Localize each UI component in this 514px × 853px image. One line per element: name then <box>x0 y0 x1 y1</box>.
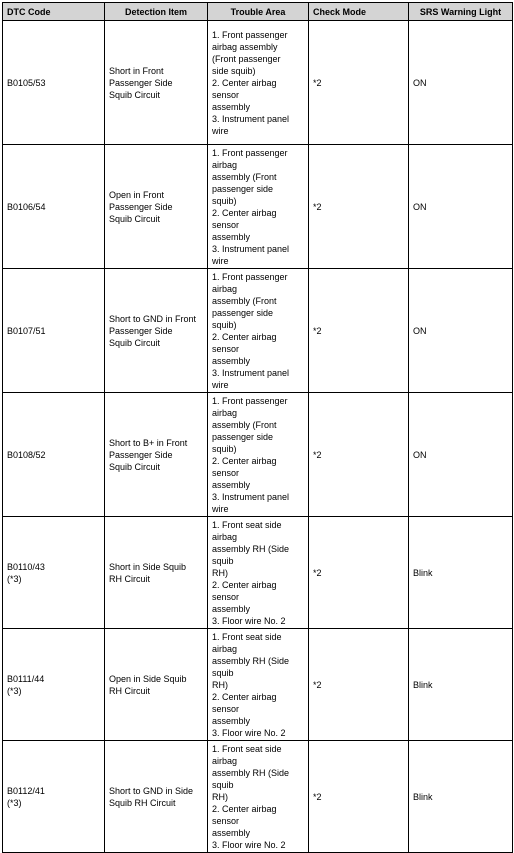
dtc-code-cell: B0108/52 <box>3 393 105 517</box>
dtc-table <box>2 2 513 853</box>
header-dtc-code: DTC Code <box>3 3 105 21</box>
header-check-mode: Check Mode <box>309 3 409 21</box>
detection-item-cell: Short to B+ in Front Passenger Side Squib Circuit <box>105 393 208 517</box>
trouble-area-cell: 1. Front passenger airbag assembly (Front passenger side squib) 2. Center airbag sensor assembly 3. Instrument panel wire <box>208 21 309 145</box>
check-mode-cell: *2 <box>309 517 409 629</box>
dtc-code-cell: B0106/54 <box>3 145 105 269</box>
srs-warning-light-cell: ON <box>409 269 513 393</box>
trouble-area-cell: 1. Front seat side airbag assembly RH (Side squib RH) 2. Center airbag sensor assembly 3. Floor wire No. 2 <box>208 517 309 629</box>
detection-item-cell: Short to GND in Side Squib RH Circuit <box>105 741 208 853</box>
dtc-code-cell: B0111/44 (*3) <box>3 629 105 741</box>
srs-warning-light-cell: Blink <box>409 629 513 741</box>
check-mode-cell: *2 <box>309 741 409 853</box>
table-body <box>3 21 513 853</box>
check-mode-cell: *2 <box>309 629 409 741</box>
table-row <box>3 21 513 145</box>
check-mode-cell: *2 <box>309 21 409 145</box>
detection-item-cell: Open in Side Squib RH Circuit <box>105 629 208 741</box>
srs-warning-light-cell: Blink <box>409 741 513 853</box>
detection-item-cell: Short in Side Squib RH Circuit <box>105 517 208 629</box>
check-mode-cell: *2 <box>309 393 409 517</box>
dtc-code-cell: B0112/41 (*3) <box>3 741 105 853</box>
trouble-area-cell: 1. Front passenger airbag assembly (Front passenger side squib) 2. Center airbag sensor assembly 3. Instrument panel wire <box>208 393 309 517</box>
header-detection-item: Detection Item <box>105 3 208 21</box>
detection-item-cell: Short to GND in Front Passenger Side Squib Circuit <box>105 269 208 393</box>
table-row <box>3 145 513 269</box>
table-row <box>3 629 513 741</box>
table-row <box>3 393 513 517</box>
header-row <box>3 3 513 21</box>
table-row <box>3 269 513 393</box>
dtc-code-cell: B0105/53 <box>3 21 105 145</box>
header-trouble-area: Trouble Area <box>208 3 309 21</box>
trouble-area-cell: 1. Front passenger airbag assembly (Front passenger side squib) 2. Center airbag sensor assembly 3. Instrument panel wire <box>208 145 309 269</box>
dtc-code-cell: B0107/51 <box>3 269 105 393</box>
srs-warning-light-cell: ON <box>409 21 513 145</box>
srs-warning-light-cell: ON <box>409 393 513 517</box>
trouble-area-cell: 1. Front seat side airbag assembly RH (Side squib RH) 2. Center airbag sensor assembly 3. Floor wire No. 2 <box>208 629 309 741</box>
check-mode-cell: *2 <box>309 145 409 269</box>
detection-item-cell: Open in Front Passenger Side Squib Circuit <box>105 145 208 269</box>
header-srs-warning-light: SRS Warning Light <box>409 3 513 21</box>
table-row <box>3 741 513 853</box>
check-mode-cell: *2 <box>309 269 409 393</box>
trouble-area-cell: 1. Front passenger airbag assembly (Front passenger side squib) 2. Center airbag sensor assembly 3. Instrument panel wire <box>208 269 309 393</box>
table-row <box>3 517 513 629</box>
detection-item-cell: Short in Front Passenger Side Squib Circuit <box>105 21 208 145</box>
table-header <box>3 3 513 21</box>
trouble-area-cell: 1. Front seat side airbag assembly RH (Side squib RH) 2. Center airbag sensor assembly 3. Floor wire No. 2 <box>208 741 309 853</box>
dtc-code-cell: B0110/43 (*3) <box>3 517 105 629</box>
srs-warning-light-cell: ON <box>409 145 513 269</box>
srs-warning-light-cell: Blink <box>409 517 513 629</box>
